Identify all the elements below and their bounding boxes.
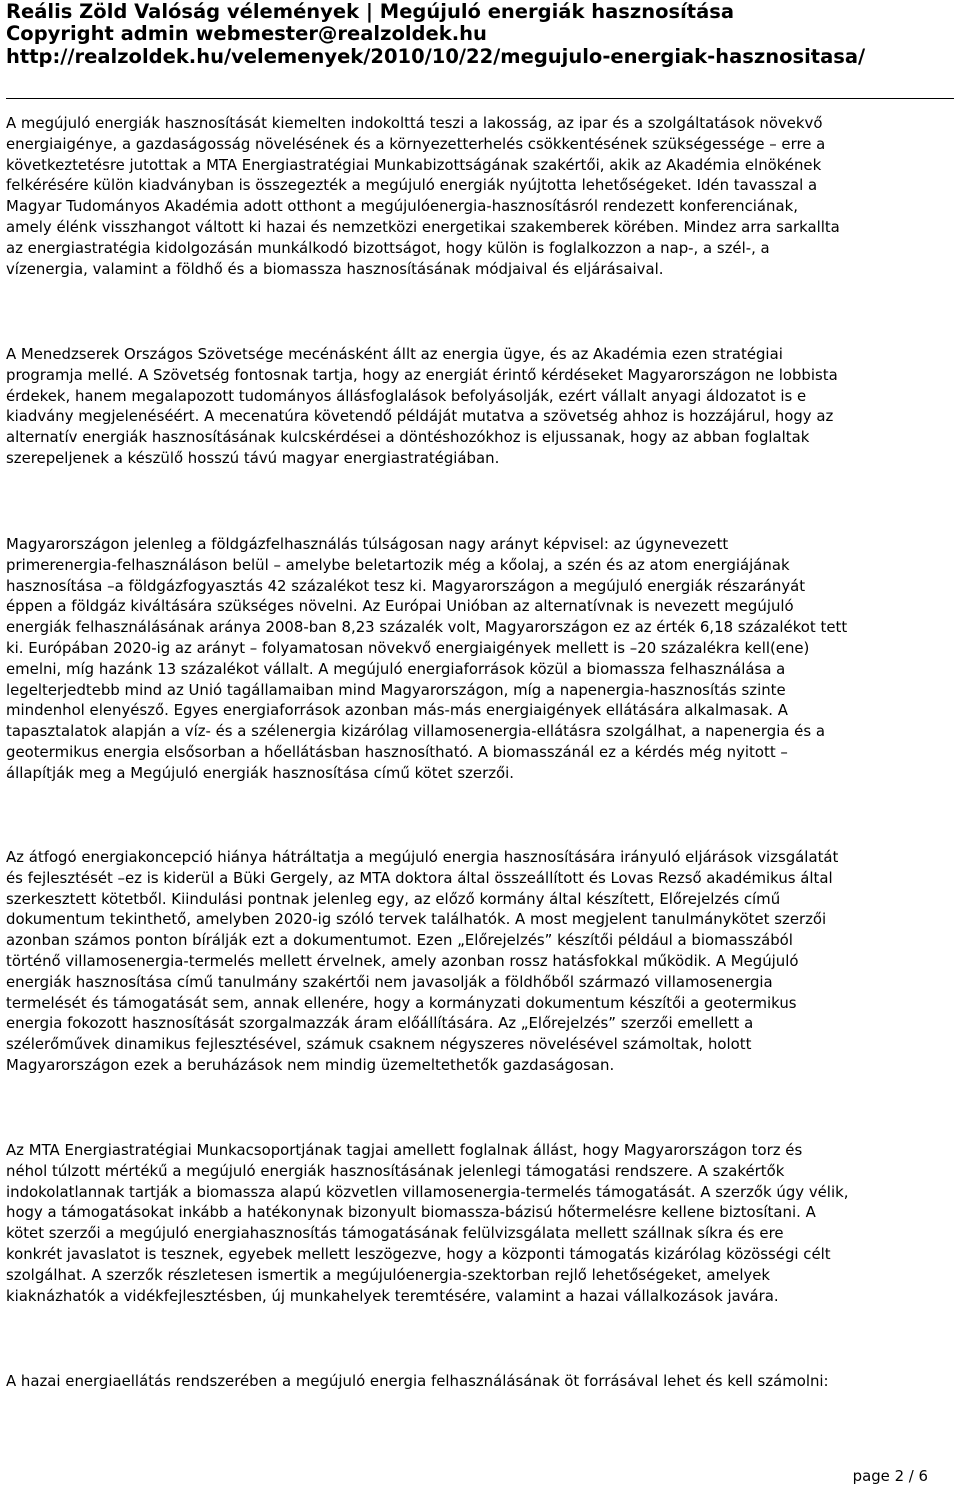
paragraph-intro bbox=[6, 113, 954, 279]
text-line: kötet szerzői a megújuló energiahasznosítás támogatásának felülvizsgálata mellett szállnak síkra és ere bbox=[6, 1224, 784, 1243]
text-line: éppen a földgáz kiváltására szükséges növelni. Az Európai Unióban az alternatívnak is nevezett megújuló bbox=[6, 597, 794, 616]
text-line: Magyarországon ezek a beruházások nem mindig üzemeltethetők gazdaságosan. bbox=[6, 1055, 615, 1074]
text-line: szolgálhat. A szerzők részletesen ismertik a megújulóenergia-szektorban rejlő lehetőségeket, amelyek bbox=[6, 1265, 771, 1284]
paragraph-energy-sources bbox=[6, 1371, 954, 1392]
text-line: indokolatlannak tartják a biomassza alapú közvetlen villamosenergia-termelés támogatását. A szerzők úgy vélik, bbox=[6, 1182, 849, 1201]
text-line: hogy a támogatásokat inkább a hatékonynak bizonyult biomassza-bázisú hőtermelésre kellene biztosítani. A bbox=[6, 1203, 816, 1222]
page-header-url[interactable]: http://realzoldek.hu/velemenyek/2010/10/22/megujulo-energiak-hasznositasa/ bbox=[6, 45, 866, 68]
page-header-title: Reális Zöld Valóság vélemények | Megújuló energiák hasznosítása bbox=[6, 0, 735, 23]
text-line: kiadvány megjelenéséért. A mecenatúra követendő példáját mutatva a szövetség ahhoz is hozzájárul, hogy az bbox=[6, 407, 834, 426]
text-line: dokumentum tekinthető, amelyben 2020-ig szóló tervek találhatók. A most megjelent tanulmánykötet szerzői bbox=[6, 910, 827, 929]
text-line: Magyar Tudományos Akadémia adott otthont a megújulóenergia-hasznosításról rendezett konferenciának, bbox=[6, 197, 798, 216]
text-line: programja mellé. A Szövetség fontosnak tartja, hogy az energiát érintő kérdéseket Magyarországon ne lobbista bbox=[6, 365, 838, 384]
text-line: legelterjedtebb mind az Unió tagállamaiban mind Magyarországon, míg a napenergia-hasznosítás szinte bbox=[6, 680, 786, 699]
text-line: az energiastratégia kidolgozásán munkálkodó bizottságot, hogy külön is foglalkozzon a nap-, a szél-, a bbox=[6, 238, 770, 257]
text-line: A Menedzserek Országos Szövetsége mecénásként állt az energia ügye, és az Akadémia ezen stratégiai bbox=[6, 345, 783, 363]
text-line: tapasztalatok alapján a víz- és a szélenergia kizárólag villamosenergia-ellátásra szolgálhat, a napenergia és a bbox=[6, 722, 825, 741]
text-line: A megújuló energiák hasznosítását kiemelten indokolttá teszi a lakosság, az ipar és a szolgáltatások növekvő bbox=[6, 114, 823, 132]
text-line: A hazai energiaellátás rendszerében a megújuló energia felhasználásának öt forrásával lehet és kell számolni: bbox=[6, 1372, 829, 1390]
header-divider bbox=[6, 98, 954, 99]
text-line: termelését és támogatását sem, annak ellenére, hogy a kormányzati dokumentum készítői a geotermikus bbox=[6, 993, 797, 1012]
text-line: állapítják meg a Megújuló energiák hasznosítása című kötet szerzői. bbox=[6, 763, 515, 782]
page-header-copyright: Copyright admin webmester@realzoldek.hu bbox=[6, 22, 487, 45]
text-line: azonban számos ponton bírálják ezt a dokumentumot. Ezen „Előrejelzés” készítői például a biomasszából bbox=[6, 931, 793, 950]
text-line: energia fokozott hasznosítását szorgalmazzák áram előállítására. Az „Előrejelzés” szerzői emellett a bbox=[6, 1014, 754, 1033]
text-line: Az MTA Energiastratégiai Munkacsoportjának tagjai amellett foglalnak állást, hogy Magyarországon torz és bbox=[6, 1141, 803, 1159]
text-line: következtetésre jutottak a MTA Energiastratégiai Munkabizottságának szakértői, akik az Akadémia elnökének bbox=[6, 155, 822, 174]
text-line: geotermikus energia elsősorban a hőellátásban hasznosítható. A biomasszánál ez a kérdés még nyitott – bbox=[6, 742, 788, 761]
text-line: energiák felhasználásának aránya 2008-ban 8,23 százalék volt, Magyarországon ez az érték 6,18 százalékot tett bbox=[6, 618, 848, 637]
text-line: történő villamosenergia-termelés mellett érvelnek, amely azonban rossz hatásfokkal működik. A Megújuló bbox=[6, 951, 799, 970]
text-line: energiák hasznosítása című tanulmány szakértői nem javasolják a földhőből származó villamosenergia bbox=[6, 972, 773, 991]
page-number: page 2 / 6 bbox=[852, 1467, 928, 1485]
text-line: mindenhol elenyésző. Egyes energiaforrások azonban más-más energiaigények ellátására alkalmasak. A bbox=[6, 701, 788, 720]
text-line: alternatív energiák hasznosításának kulcskérdései a döntéshozókhoz is eljussanak, hogy az abban foglaltak bbox=[6, 428, 810, 447]
text-line: emelni, míg hazánk 13 százalékot vállalt. A megújuló energiaforrások közül a biomassza felhasználása a bbox=[6, 659, 786, 678]
text-line: felkérésére külön kiadványban is összegezték a megújuló energiák nyújtotta lehetőségeket. Idén tavasszal a bbox=[6, 176, 818, 195]
text-line: Az átfogó energiakoncepció hiánya hátráltatja a megújuló energia hasznosítására irányuló eljárások vizsgálatát bbox=[6, 848, 839, 866]
paragraph-gas-consumption bbox=[6, 534, 954, 784]
text-line: hasznosítása –a földgázfogyasztás 42 százalékot tesz ki. Magyarországon a megújuló energiák részarányát bbox=[6, 576, 806, 595]
text-line: konkrét javaslatot is tesznek, egyebek mellett leszögezve, hogy a központi támogatás kizárólag közösségi célt bbox=[6, 1244, 831, 1263]
text-line: és fejlesztését –ez is kiderül a Büki Gergely, az MTA doktora által összeállított és Lovas Rezső akadémikus által bbox=[6, 868, 833, 887]
text-line: primerenergia-felhasználáson belül – amelybe beletartozik még a kőolaj, a szén és az atom energiájának bbox=[6, 555, 790, 574]
text-line: szélerőművek dinamikus fejlesztésével, számuk csaknem négyszeres növelésével számoltak, holott bbox=[6, 1035, 752, 1054]
text-line: ki. Európában 2020-ig az arányt – folyamatosan növekvő energiaigények mellett is –20 százalékra kell(ene) bbox=[6, 638, 810, 657]
paragraph-energy-concept bbox=[6, 847, 954, 1076]
text-line: vízenergia, valamint a földhő és a biomassza hasznosításának módjaival és eljárásaival. bbox=[6, 259, 664, 278]
paragraph-sponsorship bbox=[6, 344, 954, 469]
text-line: néhol túlzott mértékű a megújuló energiák hasznosításának jelenlegi támogatási rendszere. A szakértők bbox=[6, 1161, 785, 1180]
text-line: amely élénk visszhangot váltott ki hazai és nemzetközi energetikai szakemberek körében. Mindez arra sarkallta bbox=[6, 217, 840, 236]
paragraph-support-system bbox=[6, 1140, 954, 1306]
text-line: szerkesztett kötetből. Kiindulási pontnak jelenleg egy, az előző kormány által készített, Előrejelzés című bbox=[6, 889, 781, 908]
text-line: Magyarországon jelenleg a földgázfelhasználás túlságosan nagy arányt képvisel: az úgynevezett bbox=[6, 535, 729, 553]
text-line: érdekek, hanem megalapozott tudományos állásfoglalások befolyásolják, ezért vállalt anyagi áldozatot is e bbox=[6, 386, 807, 405]
text-line: kiaknázhatók a vidékfejlesztésben, új munkahelyek teremtésére, valamint a hazai vállalkozások javára. bbox=[6, 1286, 779, 1305]
text-line: szerepeljenek a készülő hosszú távú magyar energiastratégiában. bbox=[6, 448, 500, 467]
text-line: energiaigénye, a gazdaságosság növelésének és a környezetterhelés csökkentésének szükségessége – erre a bbox=[6, 134, 826, 153]
